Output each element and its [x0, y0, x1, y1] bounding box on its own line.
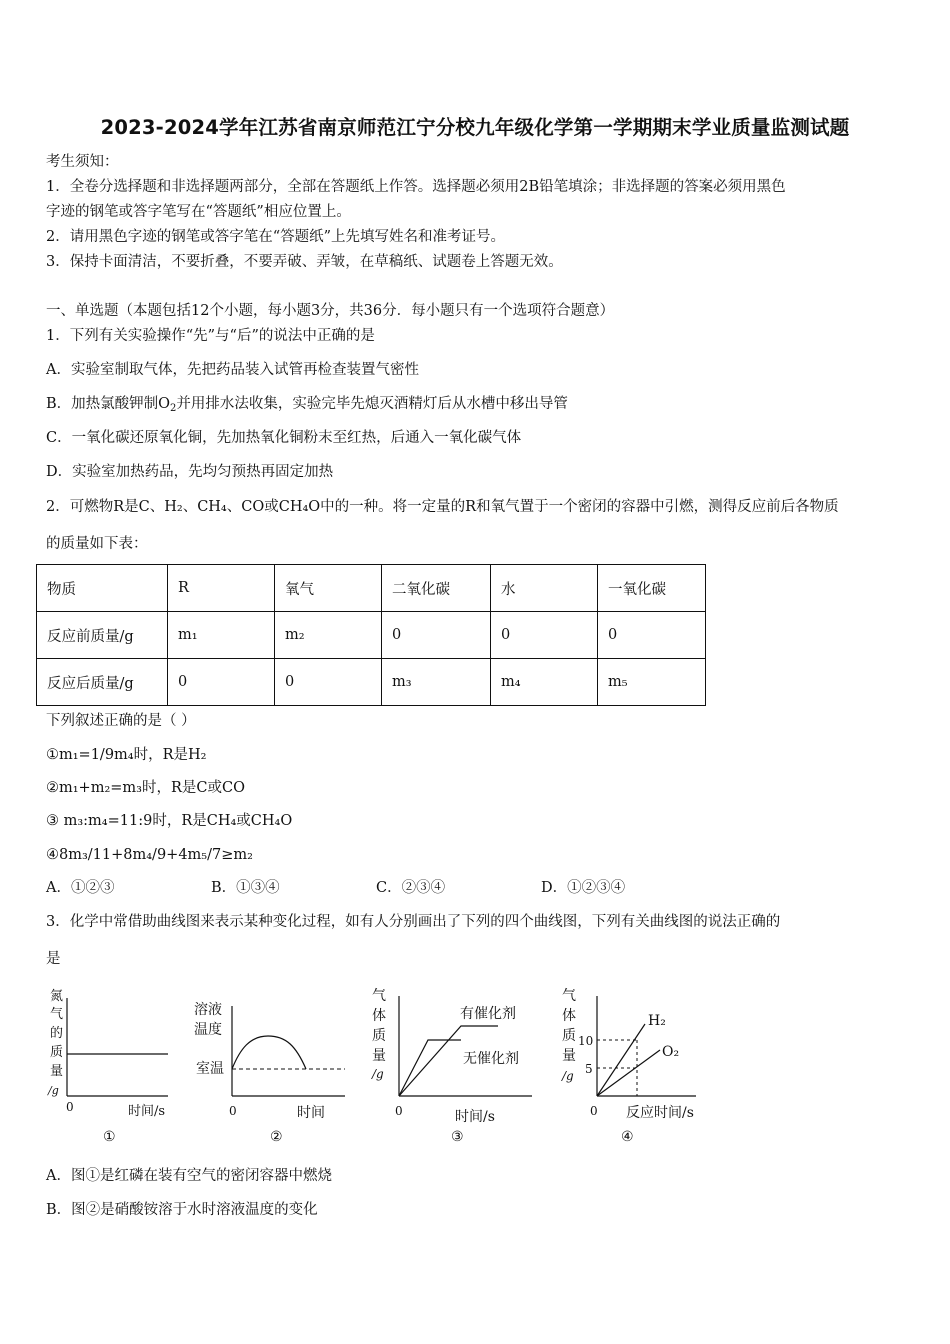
ylabel-char: 的 — [50, 1026, 64, 1041]
q1-option-b-pre: B．加热氯酸钾制 — [46, 396, 159, 412]
notice-heading: 考生须知： — [46, 154, 119, 170]
table-cell: m₂ — [275, 612, 382, 659]
exam-title: 2023-2024学年江苏省南京师范江宁分校九年级化学第一学期期末学业质量监测试题 — [100, 116, 850, 139]
notice-line-3: 2．请用黑色字迹的钢笔或答字笔在“答题纸”上先填写姓名和准考证号。 — [46, 229, 506, 245]
ylabel-char: 质 — [50, 1045, 64, 1060]
ylabel-char: 质 — [562, 1028, 576, 1044]
table-cell: m₃ — [382, 659, 491, 706]
q2-option-d: D．①②③④ — [541, 880, 626, 896]
table-row — [37, 612, 706, 659]
table-cell: 水 — [491, 565, 598, 612]
q1-option-d: D．实验室加热药品，先均匀预热再固定加热 — [46, 464, 334, 480]
without-catalyst-line — [399, 1040, 461, 1096]
table-cell: 0 — [491, 612, 598, 659]
ylabel-char: 氮 — [50, 989, 64, 1004]
table-cell: 0 — [598, 612, 706, 659]
o2-label: O₂ — [662, 1044, 680, 1060]
notice-line-4: 3．保持卡面清洁，不要折叠，不要弄破、弄皱，在草稿纸、试题卷上答题无效。 — [46, 254, 563, 270]
table-cell: 氧气 — [275, 565, 382, 612]
tick-label: 5 — [585, 1062, 593, 1076]
no-catalyst-label: 无催化剂 — [463, 1051, 519, 1067]
ylabel-char: 量 — [372, 1048, 386, 1064]
table-cell: 反应前质量/g — [37, 612, 168, 659]
q1-option-b-post: 并用排水法收集，实验完毕先熄灭酒精灯后从水槽中移出导管 — [176, 396, 568, 412]
table-cell: 反应后质量/g — [37, 659, 168, 706]
chart-number: ③ — [451, 1129, 464, 1145]
ylabel-char: 气 — [372, 988, 386, 1004]
q2-stem-line2: 的质量如下表： — [46, 536, 148, 552]
q2-statement-2: ②m₁+m₂=m₃时，R是C或CO — [46, 780, 245, 796]
q2-option-c: C．②③④ — [376, 880, 446, 896]
origin-label: 0 — [66, 1100, 74, 1114]
table-cell: 0 — [168, 659, 275, 706]
q1-option-b-sub: 2 — [170, 403, 177, 414]
table-cell: R — [168, 565, 275, 612]
q2-option-b: B．①③④ — [211, 880, 280, 896]
table-cell: 0 — [275, 659, 382, 706]
q2-option-a: A．①②③ — [46, 880, 115, 896]
ylabel-char: 气 — [50, 1007, 64, 1022]
ylabel-char: 量 — [562, 1048, 576, 1064]
ylabel-char: 气 — [562, 988, 576, 1004]
table-row — [37, 659, 706, 706]
q1-option-c: C．一氧化碳还原氧化铜，先加热氧化铜粉末至红热，后通入一氧化碳气体 — [46, 430, 522, 446]
origin-label: 0 — [229, 1104, 237, 1118]
q2-statement-3: ③ m₃:m₄=11:9时，R是CH₄或CH₄O — [46, 813, 293, 829]
ylabel-unit: /g — [562, 1069, 574, 1083]
ylabel-unit: /g — [372, 1067, 384, 1081]
q2-statement-1: ①m₁=1/9m₄时，R是H₂ — [46, 747, 207, 763]
table-cell: 0 — [382, 612, 491, 659]
table-cell: 二氧化碳 — [382, 565, 491, 612]
table-cell: 物质 — [37, 565, 168, 612]
q2-statement-4: ④8m₃/11+8m₄/9+4m₅/7≥m₂ — [46, 847, 253, 863]
notice-line-1: 1．全卷分选择题和非选择题两部分，全部在答题纸上作答。选择题必须用2B铅笔填涂；非选择题的答案必须用黑色 — [46, 179, 786, 195]
q3-option-b: B．图②是硝酸铵溶于水时溶液温度的变化 — [46, 1202, 318, 1218]
xlabel: 时间 — [297, 1105, 325, 1121]
xlabel: 反应时间/s — [626, 1105, 694, 1121]
chart-number: ④ — [621, 1129, 634, 1145]
temperature-curve — [232, 1036, 306, 1069]
ylabel-line: 温度 — [194, 1022, 222, 1038]
chart-1 — [44, 984, 184, 1146]
q1-option-b — [46, 394, 568, 414]
mass-table — [36, 564, 706, 706]
chart-number: ② — [270, 1129, 283, 1145]
ylabel-char: 质 — [372, 1028, 386, 1044]
ylabel-char: 体 — [372, 1008, 386, 1024]
table-cell: m₅ — [598, 659, 706, 706]
table-cell: m₄ — [491, 659, 598, 706]
chart-3 — [366, 984, 536, 1146]
h2-line — [597, 1024, 645, 1096]
section-heading: 一、单选题（本题包括12个小题，每小题3分，共36分．每小题只有一个选项符合题意） — [46, 303, 615, 319]
table-header-row — [37, 565, 706, 612]
chart-2 — [190, 984, 350, 1146]
q3-stem-line2: 是 — [46, 951, 61, 967]
ylabel-line: 溶液 — [194, 1002, 222, 1018]
table-cell: 一氧化碳 — [598, 565, 706, 612]
q1-option-a: A．实验室制取气体，先把药品装入试管再检查装置气密性 — [46, 362, 419, 378]
origin-label: 0 — [395, 1104, 403, 1118]
q2-stem-line1: 2．可燃物R是C、H₂、CH₄、CO或CH₄O中的一种。将一定量的R和氧气置于一个密闭的容器中引燃，测得反应前后各物质 — [46, 499, 839, 515]
origin-label: 0 — [590, 1104, 598, 1118]
ylabel-unit: /g — [48, 1084, 59, 1097]
room-temp-label: 室温 — [196, 1061, 224, 1077]
q2-ask: 下列叙述正确的是（ ） — [46, 713, 196, 729]
catalyst-label: 有催化剂 — [460, 1006, 516, 1022]
xlabel: 时间/s — [128, 1104, 166, 1119]
o2-line — [597, 1050, 660, 1096]
ylabel-char: 量 — [50, 1064, 64, 1079]
tick-label: 10 — [578, 1034, 594, 1048]
q1-stem: 1．下列有关实验操作“先”与“后”的说法中正确的是 — [46, 328, 375, 344]
notice-line-2: 字迹的钢笔或答字笔写在“答题纸”相应位置上。 — [46, 204, 351, 220]
ylabel-char: 体 — [562, 1008, 576, 1024]
q1-option-b-chem: O — [158, 396, 171, 412]
q3-option-a: A．图①是红磷在装有空气的密闭容器中燃烧 — [46, 1168, 332, 1184]
table-cell: m₁ — [168, 612, 275, 659]
chart-4 — [556, 984, 716, 1146]
chart-number: ① — [103, 1129, 116, 1145]
h2-label: H₂ — [648, 1013, 666, 1029]
q3-stem-line1: 3．化学中常借助曲线图来表示某种变化过程，如有人分别画出了下列的四个曲线图，下列有关曲线图的说法正确的 — [46, 914, 781, 930]
xlabel: 时间/s — [455, 1109, 495, 1125]
